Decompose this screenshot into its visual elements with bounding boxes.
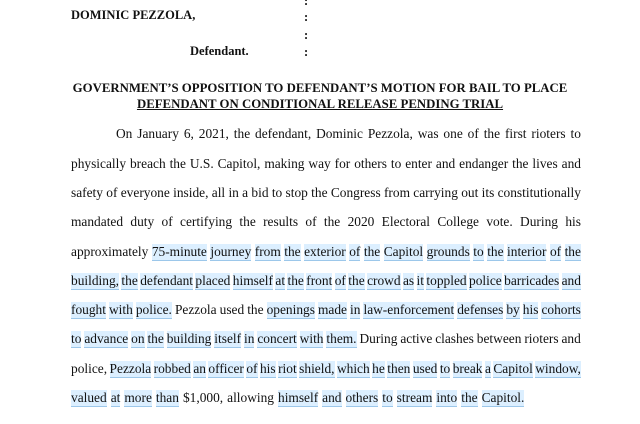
highlighted-word: in	[244, 331, 255, 346]
highlighted-word: officer	[208, 361, 244, 376]
caption-colon: :	[304, 0, 309, 8]
highlighted-word: as	[402, 273, 415, 288]
highlighted-word: with	[109, 302, 133, 317]
word: mandated	[71, 214, 124, 229]
highlighted-word: placed	[195, 273, 231, 288]
highlighted-word: it	[416, 273, 424, 288]
word: his	[565, 214, 581, 229]
highlighted-word: robbed	[153, 361, 191, 376]
highlighted-word: shield,	[299, 361, 335, 376]
word: in	[228, 185, 239, 200]
word: first	[504, 126, 527, 141]
word: constitutionally	[497, 185, 581, 200]
motion-title-line-2	[0, 97, 640, 112]
word: police,	[71, 361, 108, 376]
highlighted-word: on	[131, 331, 145, 346]
highlighted-word: the	[461, 390, 478, 405]
word: Congress	[330, 185, 381, 200]
highlighted-word: Capitol.	[481, 390, 525, 405]
highlighted-word: riot	[278, 361, 297, 376]
highlighted-word: than	[155, 390, 179, 405]
word: 2021,	[198, 126, 229, 141]
word: breach	[129, 156, 166, 171]
highlighted-word: of	[549, 244, 562, 259]
highlighted-word: to	[473, 244, 484, 259]
word: certifying	[180, 214, 233, 229]
word: allowing	[227, 390, 274, 405]
paragraph-line	[71, 156, 581, 172]
word: the	[239, 214, 256, 229]
highlighted-word: exterior	[304, 244, 346, 259]
highlighted-word: then	[387, 361, 411, 376]
word: endanger	[459, 156, 509, 171]
highlighted-word: an	[193, 361, 206, 376]
highlighted-word: defenses	[457, 302, 504, 317]
word: and	[561, 331, 581, 346]
word: bid	[251, 185, 269, 200]
word: everyone	[120, 185, 170, 200]
highlighted-word: the	[348, 273, 365, 288]
highlighted-word: to	[382, 390, 393, 405]
word: the	[169, 156, 186, 171]
word: clashes	[435, 331, 474, 346]
word: stop	[285, 185, 308, 200]
case-caption	[0, 0, 640, 70]
highlighted-word: crowd	[367, 273, 401, 288]
caption-colon: :	[304, 45, 309, 59]
word: and	[561, 156, 581, 171]
motion-title-line-2-text: DEFENDANT ON CONDITIONAL RELEASE PENDING TRIAL	[136, 97, 504, 111]
highlighted-word: to	[439, 361, 451, 376]
word: On	[116, 126, 133, 141]
highlighted-word: of	[334, 273, 346, 288]
highlighted-word: and	[322, 390, 342, 405]
highlighted-word: by	[506, 302, 520, 317]
word: the	[247, 302, 264, 317]
word: results	[263, 214, 299, 229]
word: and	[435, 156, 456, 171]
highlighted-word: at	[110, 390, 121, 405]
defendant-role: Defendant.	[190, 44, 249, 58]
highlighted-word: the	[363, 244, 381, 259]
caption-colon: :	[304, 10, 309, 24]
highlighted-word: to	[71, 331, 82, 346]
highlighted-word: himself	[232, 273, 273, 288]
word: College	[437, 214, 479, 229]
highlighted-word: his	[259, 361, 276, 376]
paragraph-line	[71, 361, 581, 378]
highlighted-word: himself	[278, 390, 319, 405]
word: Dominic	[316, 126, 363, 141]
word: between	[476, 331, 522, 346]
highlighted-word: at	[275, 273, 286, 288]
word: to	[570, 126, 581, 141]
highlighted-word: cohorts	[541, 302, 581, 317]
word: rioters	[531, 126, 566, 141]
highlighted-word: stream	[396, 390, 433, 405]
word: out	[461, 185, 479, 200]
word: to	[390, 156, 402, 171]
highlighted-word: police.	[135, 302, 172, 317]
highlighted-word: police	[469, 273, 502, 288]
highlighted-word: fought	[71, 302, 106, 317]
paragraph-line	[116, 126, 581, 142]
highlighted-word: Capitol	[493, 361, 533, 376]
word: Capitol,	[217, 156, 261, 171]
paragraph-line	[71, 244, 581, 261]
highlighted-word: the	[147, 331, 164, 346]
word: from	[383, 185, 410, 200]
motion-title-line-1: GOVERNMENT’S OPPOSITION TO DEFENDANT’S MOTION FOR BAIL TO PLACE	[72, 81, 568, 95]
word: active	[400, 331, 433, 346]
word: enter	[405, 156, 432, 171]
highlighted-word: others	[345, 390, 379, 405]
highlighted-word: defendant	[140, 273, 193, 288]
word: of	[161, 214, 173, 229]
highlighted-word: he	[372, 361, 385, 376]
word: a	[242, 185, 249, 200]
highlighted-word: with	[299, 331, 324, 346]
paragraph-line	[71, 302, 581, 319]
word: the	[323, 214, 341, 229]
word: one	[443, 126, 463, 141]
word: to	[271, 185, 283, 200]
highlighted-word: window,	[535, 361, 581, 376]
highlighted-word: Pezzola	[109, 361, 152, 376]
highlighted-word: the	[284, 244, 301, 259]
word: Pezzola,	[367, 126, 413, 141]
defendant-name: DOMINIC PEZZOLA,	[71, 8, 196, 22]
highlighted-word: valued	[71, 390, 107, 405]
word: $1,000,	[182, 390, 224, 405]
word: safety	[71, 185, 103, 200]
word: vote.	[486, 214, 513, 229]
word: 6,	[183, 126, 194, 141]
caption-colon: :	[304, 28, 309, 42]
highlighted-word: the	[564, 244, 581, 259]
word: physically	[71, 156, 127, 171]
highlighted-word: building,	[71, 273, 119, 288]
highlighted-word: from	[254, 244, 281, 259]
word: During	[359, 331, 398, 346]
word: rioters	[524, 331, 559, 346]
word: all	[211, 185, 226, 200]
highlighted-word: a	[484, 361, 491, 376]
word: of	[305, 214, 317, 229]
highlighted-word: which	[336, 361, 370, 376]
highlighted-word: advance	[84, 331, 129, 346]
highlighted-word: the	[287, 273, 304, 288]
word: was	[417, 126, 439, 141]
word: way	[308, 156, 331, 171]
highlighted-word: interior	[507, 244, 547, 259]
highlighted-word: 75-minute	[151, 244, 207, 259]
paragraph-line	[71, 185, 581, 201]
word: Pezzola	[174, 302, 217, 317]
highlighted-word: more	[124, 390, 152, 405]
highlighted-word: them.	[326, 331, 357, 346]
word: Electoral	[381, 214, 430, 229]
highlighted-word: into	[436, 390, 458, 405]
paragraph-line	[71, 390, 525, 407]
word: lives	[532, 156, 558, 171]
highlighted-word: law-enforcement	[363, 302, 455, 317]
word: the	[483, 126, 501, 141]
highlighted-word: Capitol	[383, 244, 424, 259]
word: inside,	[173, 185, 209, 200]
word: making	[264, 156, 305, 171]
word: the	[233, 126, 251, 141]
word: duty	[130, 214, 155, 229]
word: others	[354, 156, 387, 171]
highlighted-word: barricades	[504, 273, 560, 288]
highlighted-word: of	[246, 361, 258, 376]
highlighted-word: the	[121, 273, 138, 288]
word: the	[311, 185, 328, 200]
highlighted-word: used	[412, 361, 438, 376]
highlighted-word: front	[306, 273, 333, 288]
highlighted-word: the	[487, 244, 504, 259]
highlighted-word: grounds	[426, 244, 470, 259]
highlighted-word: journey	[210, 244, 252, 259]
highlighted-word: break	[452, 361, 483, 376]
word: approximately	[71, 244, 149, 259]
word: defendant,	[255, 126, 312, 141]
word: for	[334, 156, 351, 171]
paragraph-line	[71, 214, 581, 230]
word: January	[137, 126, 179, 141]
highlighted-word: building	[166, 331, 212, 346]
word: of	[467, 126, 479, 141]
word: the	[512, 156, 529, 171]
paragraph-line	[71, 273, 581, 290]
word: 2020	[347, 214, 375, 229]
word: of	[106, 185, 118, 200]
highlighted-word: of	[349, 244, 361, 259]
highlighted-word: concert	[257, 331, 297, 346]
highlighted-word: itself	[214, 331, 242, 346]
highlighted-word: his	[522, 302, 539, 317]
paragraph-line	[71, 331, 581, 348]
word: carrying	[413, 185, 458, 200]
highlighted-word: openings	[266, 302, 315, 317]
highlighted-word: made	[317, 302, 347, 317]
word: U.S.	[189, 156, 214, 171]
word: used	[219, 302, 245, 317]
word: During	[520, 214, 558, 229]
highlighted-word: and	[561, 273, 581, 288]
word: its	[481, 185, 495, 200]
highlighted-word: toppled	[426, 273, 467, 288]
highlighted-word: in	[350, 302, 361, 317]
